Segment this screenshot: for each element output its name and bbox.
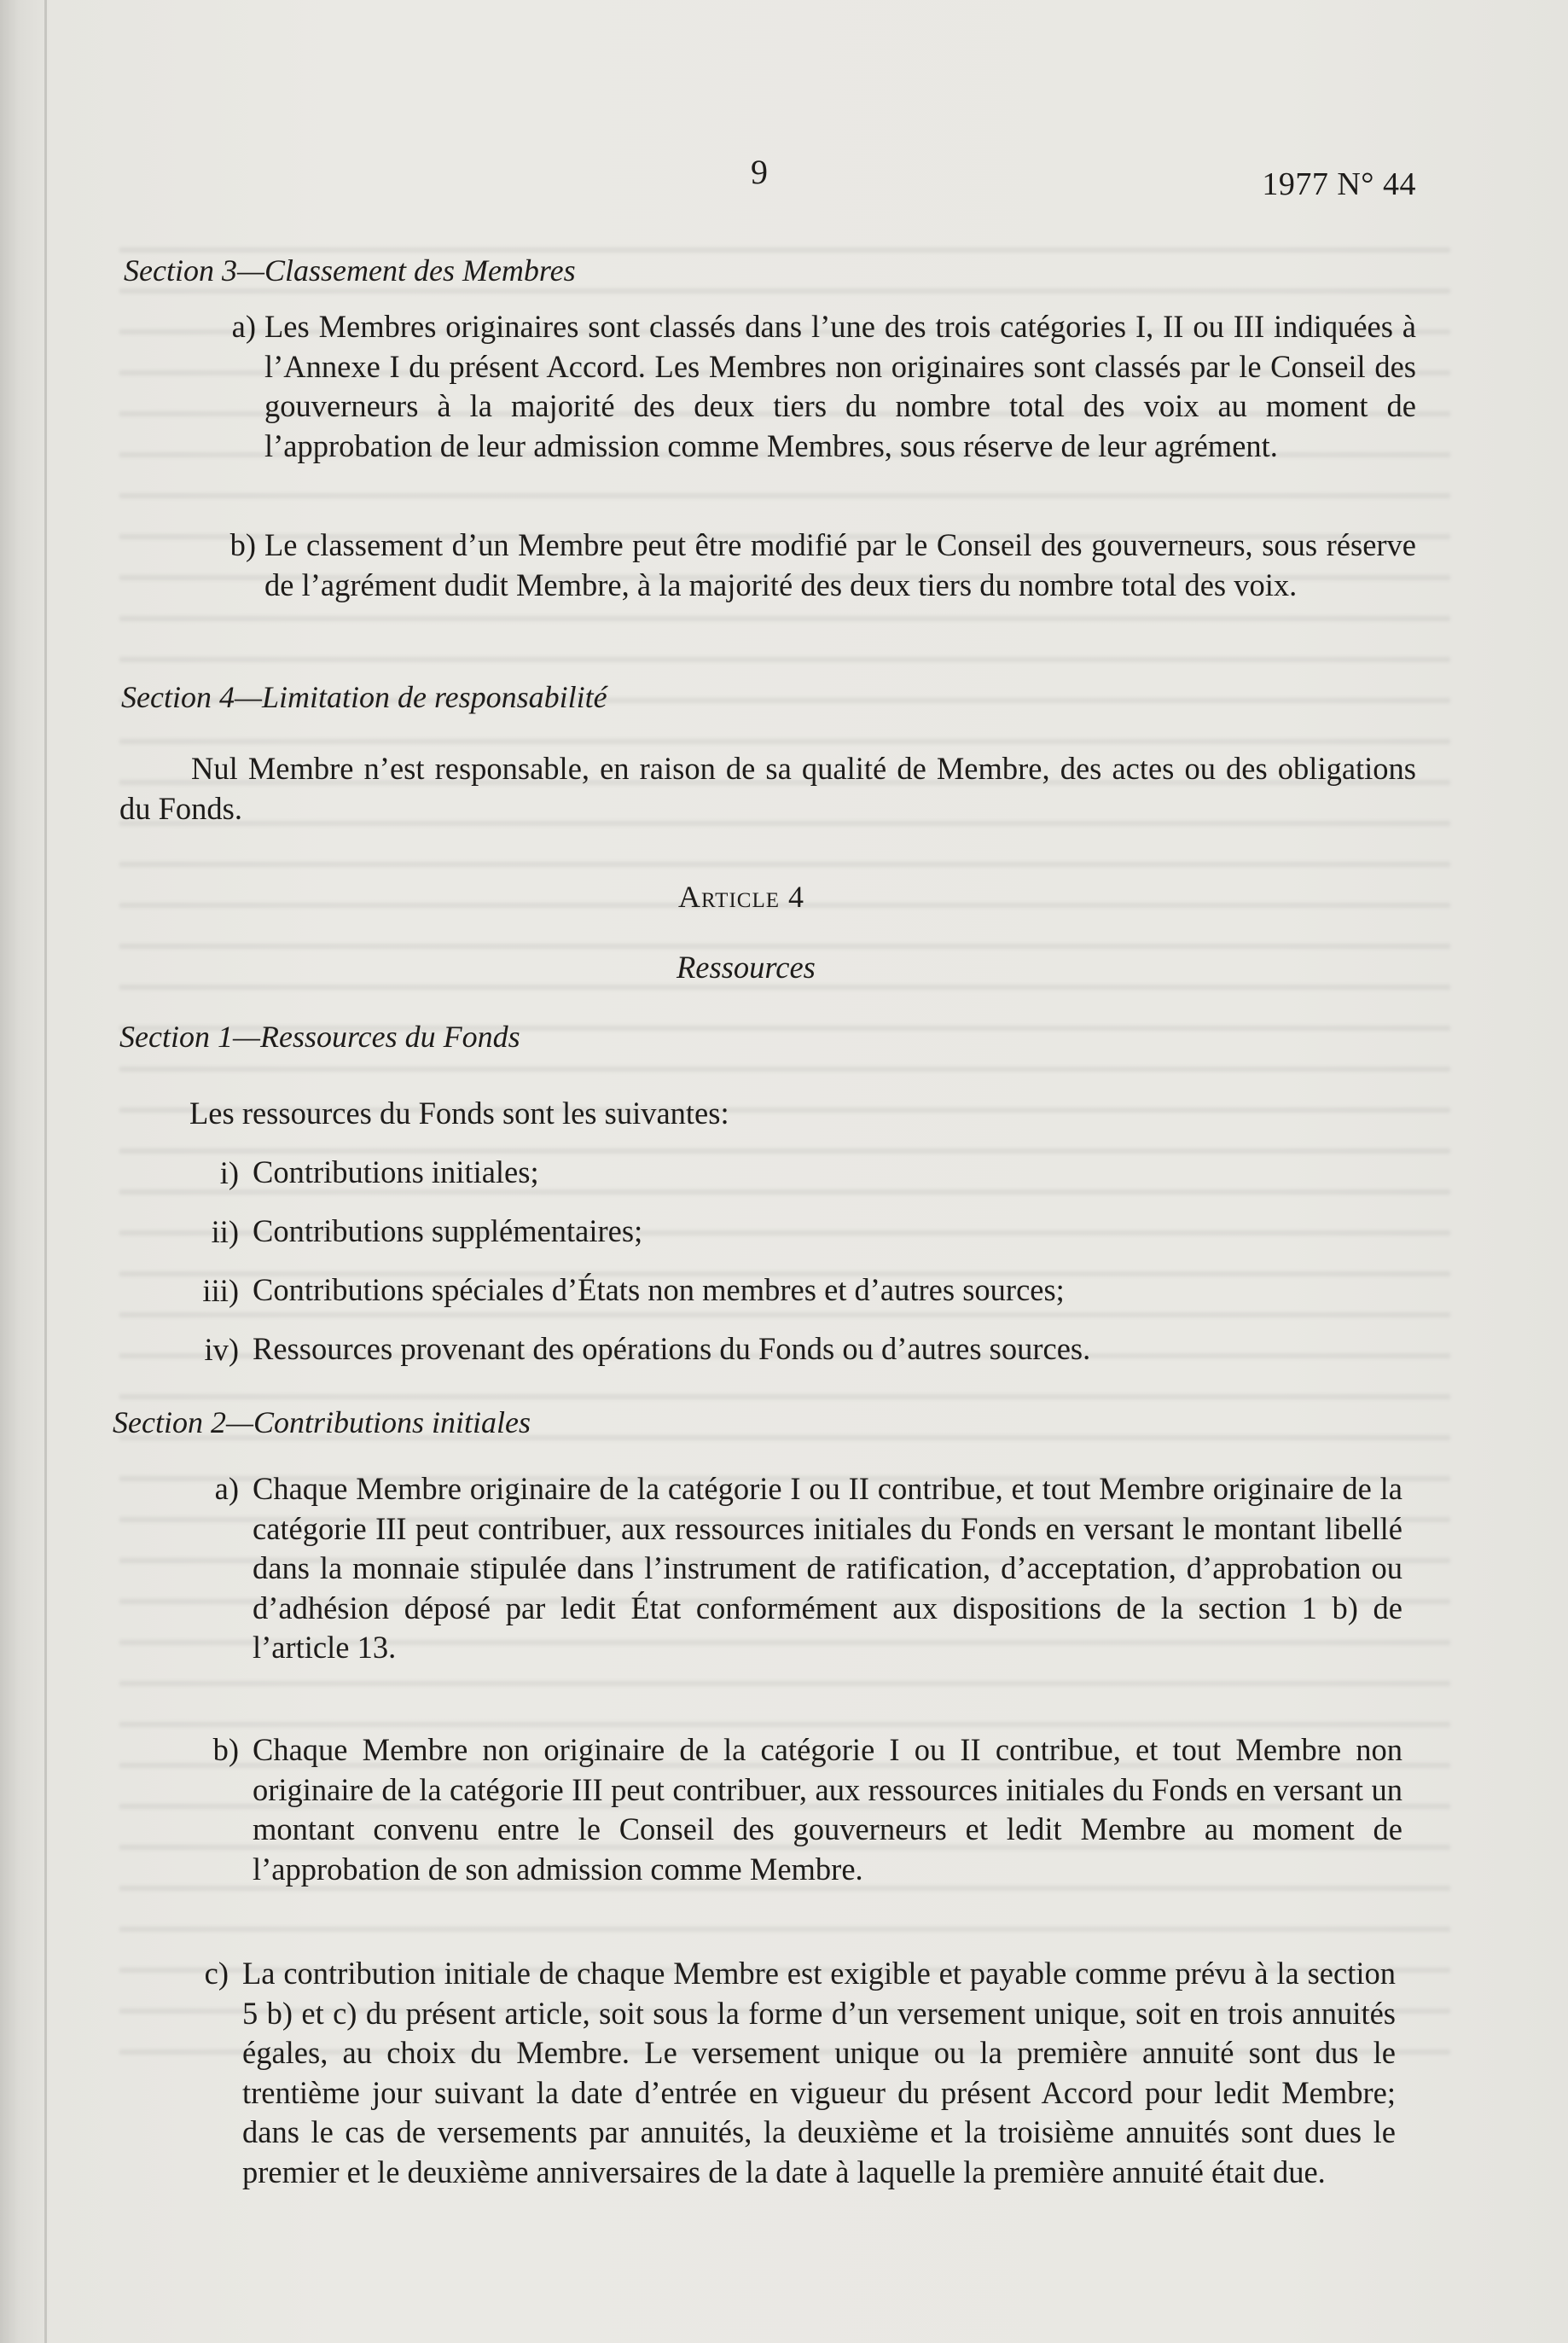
section-4-text: Nul Membre n’est responsable, en raison de sa qualité de Membre, des actes ou des obligations du Fonds. [119,751,1416,826]
article-subtitle: Ressources [677,950,816,985]
resource-label-iii: iii) [202,1273,239,1308]
resource-label-ii: ii) [211,1214,239,1249]
section-2-b-text: Chaque Membre non originaire de la catégorie I ou II contribue, et tout Membre non originaire de la catégorie III peut contribuer, aux ressources initiales du Fonds en versant un montant convenu entre le Conseil des gouverneurs et ledit Membre au moment de l’approbation de son admission comme Membre. [253,1732,1402,1887]
section-3-b-text: Le classement d’un Membre peut être modifié par le Conseil des gouverneurs, sous réserve de l’agrément dudit Membre, à la majorité des deux tiers du nombre total des voix. [264,527,1416,602]
section-2-heading: Section 2—Contributions initiales [113,1405,531,1439]
resource-label-i: i) [219,1155,239,1190]
section-2-b-label: b) [212,1732,239,1767]
section-1-heading: Section 1—Ressources du Fonds [119,1020,520,1054]
section-3-a-text: Les Membres originaires sont classés dans l’une des trois catégories I, II ou III indiquées à l’Annexe I du présent Accord. Les Membres non originaires sont classés par le Conseil des gouverneurs à la majorité des deux tiers du nombre total des voix au moment de l’approbation de leur admission comme Membres, sous réserve de leur agrément. [264,309,1416,463]
article-title: Article 4 [678,880,804,914]
resource-item-iii: Contributions spéciales d’États non membres et d’autres sources; [253,1272,1065,1307]
section-2-c-text: La contribution initiale de chaque Membre est exigible et payable comme prévu à la section 5 b) et c) du présent article, soit sous la forme d’un versement unique, soit en trois annuités égales, au choix du Membre. Le versement unique ou la première annuité sont dus le trentième jour suivant la date d’entrée en vigueur du présent Accord pour ledit Membre; dans le cas de versements par annuités, la deuxième et la troisième annuités sont dues le premier et le deuxième anniversaires de la date à laquelle la première annuité était due. [242,1956,1396,2189]
section-2-a-label: a) [214,1471,239,1506]
page-number: 9 [751,153,768,191]
section-3-b-label: b) [229,527,256,562]
resource-item-i: Contributions initiales; [253,1154,539,1189]
section-2-a-text: Chaque Membre originaire de la catégorie I ou II contribue, et tout Membre originaire de la catégorie III peut contribuer, aux ressources initiales du Fonds en versant le montant libellé dans la monnaie stipulée dans l’instrument de ratification, d’acceptation, d’approbation ou d’adhésion déposé par ledit État conformément aux dispositions de la section 1 b) de l’article 13. [253,1471,1402,1665]
section-2-c-label: c) [204,1956,229,1991]
resource-label-iv: iv) [204,1332,239,1367]
document-reference: 1977 N° 44 [1262,166,1416,202]
binding-edge [44,0,47,2343]
section-4-heading: Section 4—Limitation de responsabilité [121,680,607,714]
resource-item-iv: Ressources provenant des opérations du Fonds ou d’autres sources. [253,1331,1091,1366]
section-3-a-label: a) [231,309,256,344]
section-3-heading: Section 3—Classement des Membres [124,253,576,288]
section-1-intro: Les ressources du Fonds sont les suivantes: [189,1096,729,1131]
resource-item-ii: Contributions supplémentaires; [253,1213,643,1248]
